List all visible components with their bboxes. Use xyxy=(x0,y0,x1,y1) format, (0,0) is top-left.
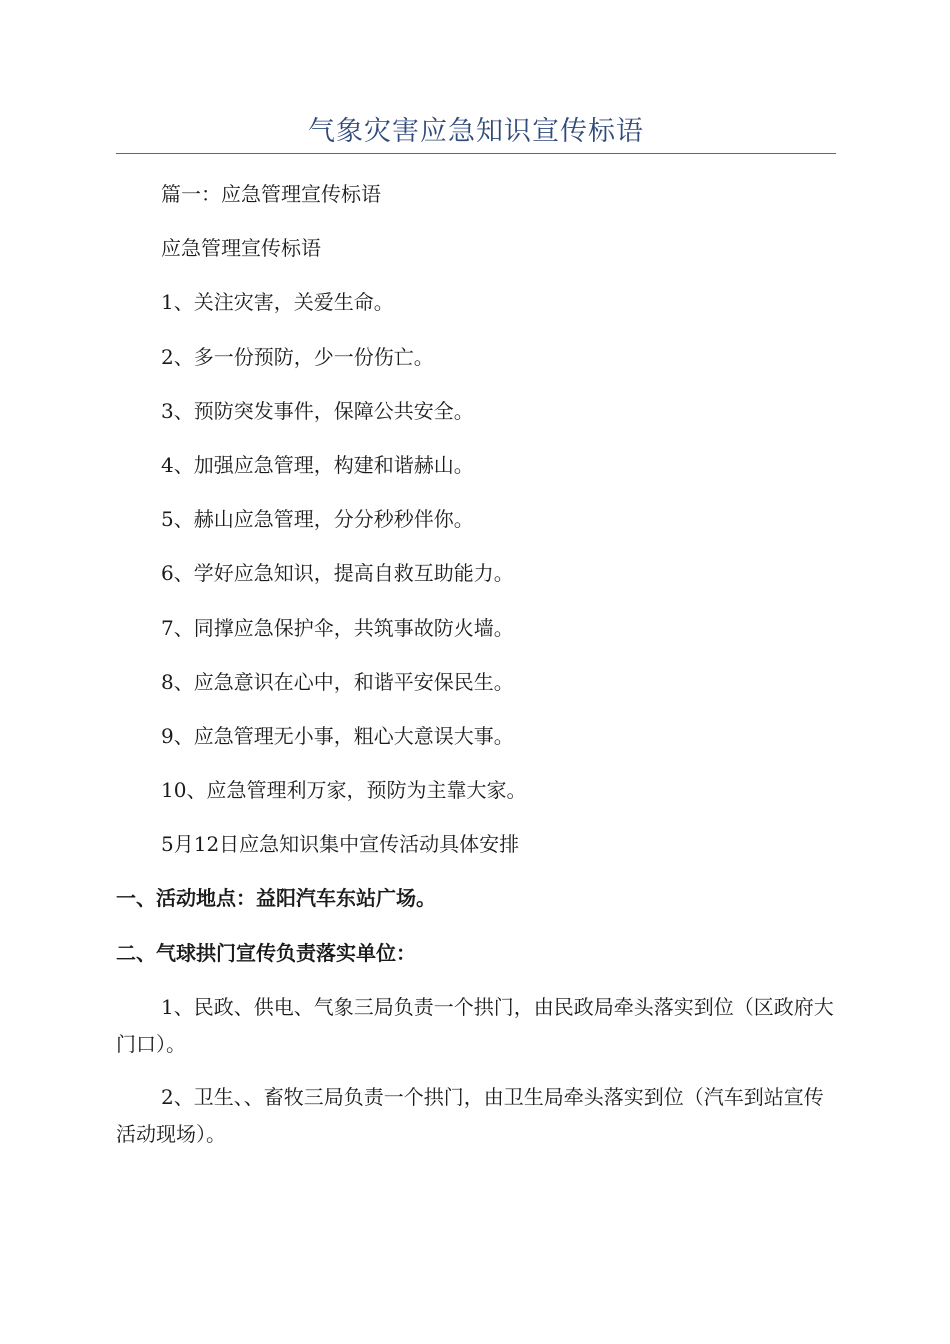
slogan-item: 8、应急意识在心中，和谐平安保民生。 xyxy=(161,669,514,694)
title-underline xyxy=(116,153,836,154)
arrangement-item: 1、民政、供电、气象三局负责一个拱门，由民政局牵头落实到位（区政府大门口）。 xyxy=(116,994,834,1056)
slogan-item: 4、加强应急管理，构建和谐赫山。 xyxy=(161,452,474,477)
section-heading-arches: 二、气球拱门宣传负责落实单位： xyxy=(116,940,416,965)
slogan-item: 2、多一份预防，少一份伤亡。 xyxy=(161,344,434,369)
slogan-item: 10、应急管理利万家，预防为主靠大家。 xyxy=(161,778,527,803)
slogan-item: 5、赫山应急管理，分分秒秒伴你。 xyxy=(161,507,474,532)
slogan-item: 3、预防突发事件，保障公共安全。 xyxy=(161,398,474,423)
slogan-item: 7、同撑应急保护伞，共筑事故防火墙。 xyxy=(161,615,514,640)
document-page xyxy=(116,0,836,1344)
slogan-item: 1、关注灾害，关爱生命。 xyxy=(161,290,394,315)
paragraph-section-heading: 篇一：应急管理宣传标语 xyxy=(161,182,381,206)
document-title: 气象灾害应急知识宣传标语 xyxy=(308,116,644,147)
slogan-item: 9、应急管理无小事，粗心大意误大事。 xyxy=(161,723,514,748)
document-body xyxy=(116,176,836,1169)
slogan-item: 6、学好应急知识，提高自救互助能力。 xyxy=(161,561,514,586)
paragraph-event-heading: 5月12日应急知识集中宣传活动具体安排 xyxy=(161,832,520,857)
section-heading-location: 一、活动地点：益阳汽车东站广场。 xyxy=(116,886,436,911)
arrangement-item: 2、卫生、、畜牧三局负责一个拱门，由卫生局牵头落实到位（汽车到站宣传活动现场）。 xyxy=(116,1084,824,1146)
paragraph-subtitle: 应急管理宣传标语 xyxy=(161,236,321,261)
